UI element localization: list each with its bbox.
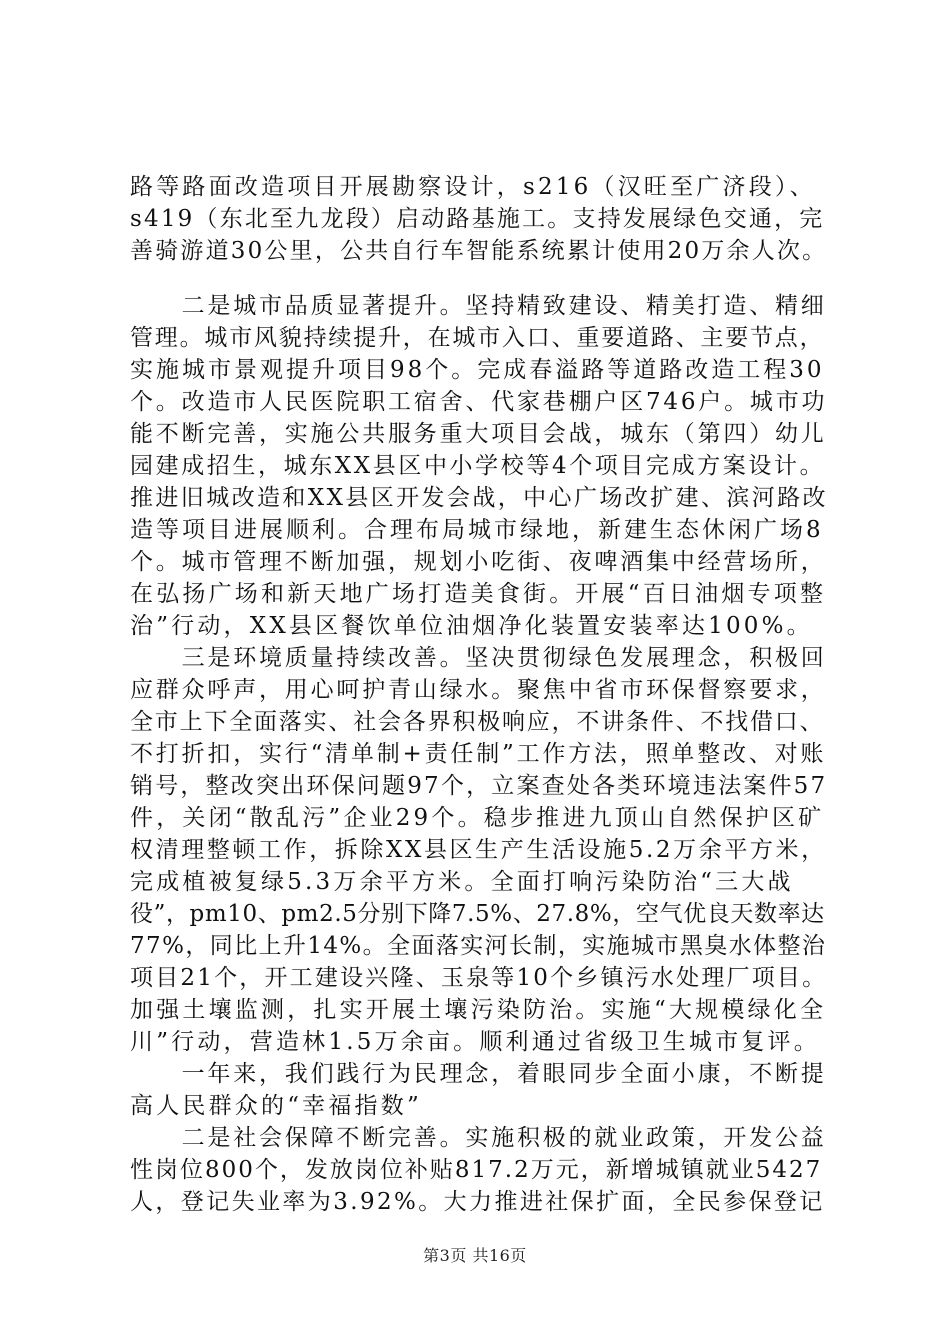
text-line: 项目21个，开工建设兴隆、玉泉等10个乡镇污水处理厂项目。 bbox=[130, 965, 828, 991]
text-line: 推进旧城改造和XX县区开发会战，中心广场改扩建、滨河路改 bbox=[130, 485, 828, 511]
text-line: 治”行动，XX县区餐饮单位油烟净化装置安装率达100%。 bbox=[130, 613, 813, 639]
text-line: 二是社会保障不断完善。实施积极的就业政策，开发公益 bbox=[130, 1125, 827, 1151]
text-line: 件，关闭“散乱污”企业29个。稳步推进九顶山自然保护区矿 bbox=[130, 805, 825, 831]
text-line: s419（东北至九龙段）启动路基施工。支持发展绿色交通，完 bbox=[130, 206, 825, 232]
text-line: 能不断完善，实施公共服务重大项目会战，城东（第四）幼儿 bbox=[130, 421, 827, 447]
text-line: 三是环境质量持续改善。坚决贯彻绿色发展理念，积极回 bbox=[130, 645, 827, 671]
text-line: 造等项目进展顺利。合理布局城市绿地，新建生态休闲广场8 bbox=[130, 517, 824, 543]
text-line: 园建成招生，城东XX县区中小学校等4个项目完成方案设计。 bbox=[130, 453, 826, 479]
text-line: 全市上下全面落实、社会各界积极响应，不讲条件、不找借口、 bbox=[130, 709, 825, 735]
text-line: 役”，pm10、pm2.5分别下降7.5%、27.8%，空气优良天数率达 bbox=[130, 901, 825, 927]
text-line: 应群众呼声，用心呵护青山绿水。聚焦中省市环保督察要求， bbox=[130, 677, 827, 703]
text-line: 个。改造市人民医院职工宿舍、代家巷棚户区746户。城市功 bbox=[130, 389, 828, 415]
text-line: 销号，整改突出环保问题97个，立案查处各类环境违法案件57 bbox=[130, 773, 828, 799]
text-line: 一年来，我们践行为民理念，着眼同步全面小康，不断提 bbox=[130, 1061, 827, 1087]
text-line: 路等路面改造项目开展勘察设计，s216（汉旺至广济段）、 bbox=[130, 174, 816, 200]
text-line: 二是城市品质显著提升。坚持精致建设、精美打造、精细 bbox=[130, 293, 827, 319]
body-text bbox=[130, 171, 828, 1218]
text-line: 管理。城市风貌持续提升，在城市入口、重要道路、主要节点， bbox=[130, 325, 825, 351]
text-line: 不打折扣，实行“清单制+责任制”工作方法，照单整改、对账 bbox=[130, 741, 827, 767]
text-line: 完成植被复绿5.3万余平方米。全面打响污染防治“三大战 bbox=[130, 869, 794, 895]
text-line: 个。城市管理不断加强，规划小吃街、夜啤酒集中经营场所， bbox=[130, 549, 827, 575]
text-line: 在弘扬广场和新天地广场打造美食街。开展“百日油烟专项整 bbox=[130, 581, 827, 607]
text-line: 性岗位800个，发放岗位补贴817.2万元，新增城镇就业5427 bbox=[130, 1157, 823, 1183]
page-number-footer: 第3页 共16页 bbox=[423, 1246, 527, 1265]
text-line: 人，登记失业率为3.92%。大力推进社保扩面，全民参保登记 bbox=[130, 1189, 825, 1215]
text-line: 77%，同比上升14%。全面落实河长制，实施城市黑臭水体整治 bbox=[130, 933, 827, 959]
text-line: 川”行动，营造林1.5万余亩。顺利通过省级卫生城市复评。 bbox=[130, 1029, 820, 1055]
text-line: 权清理整顿工作，拆除XX县区生产生活设施5.2万余平方米， bbox=[130, 837, 827, 863]
text-line: 加强土壤监测，扎实开展土壤污染防治。实施“大规模绿化全 bbox=[130, 997, 827, 1023]
text-line: 善骑游道30公里，公共自行车智能系统累计使用20万余人次。 bbox=[130, 238, 828, 264]
text-line: 实施城市景观提升项目98个。完成春溢路等道路改造工程30 bbox=[130, 357, 825, 383]
paragraph-gap bbox=[130, 267, 828, 290]
text-line: 高人民群众的“幸福指数” bbox=[130, 1093, 422, 1119]
